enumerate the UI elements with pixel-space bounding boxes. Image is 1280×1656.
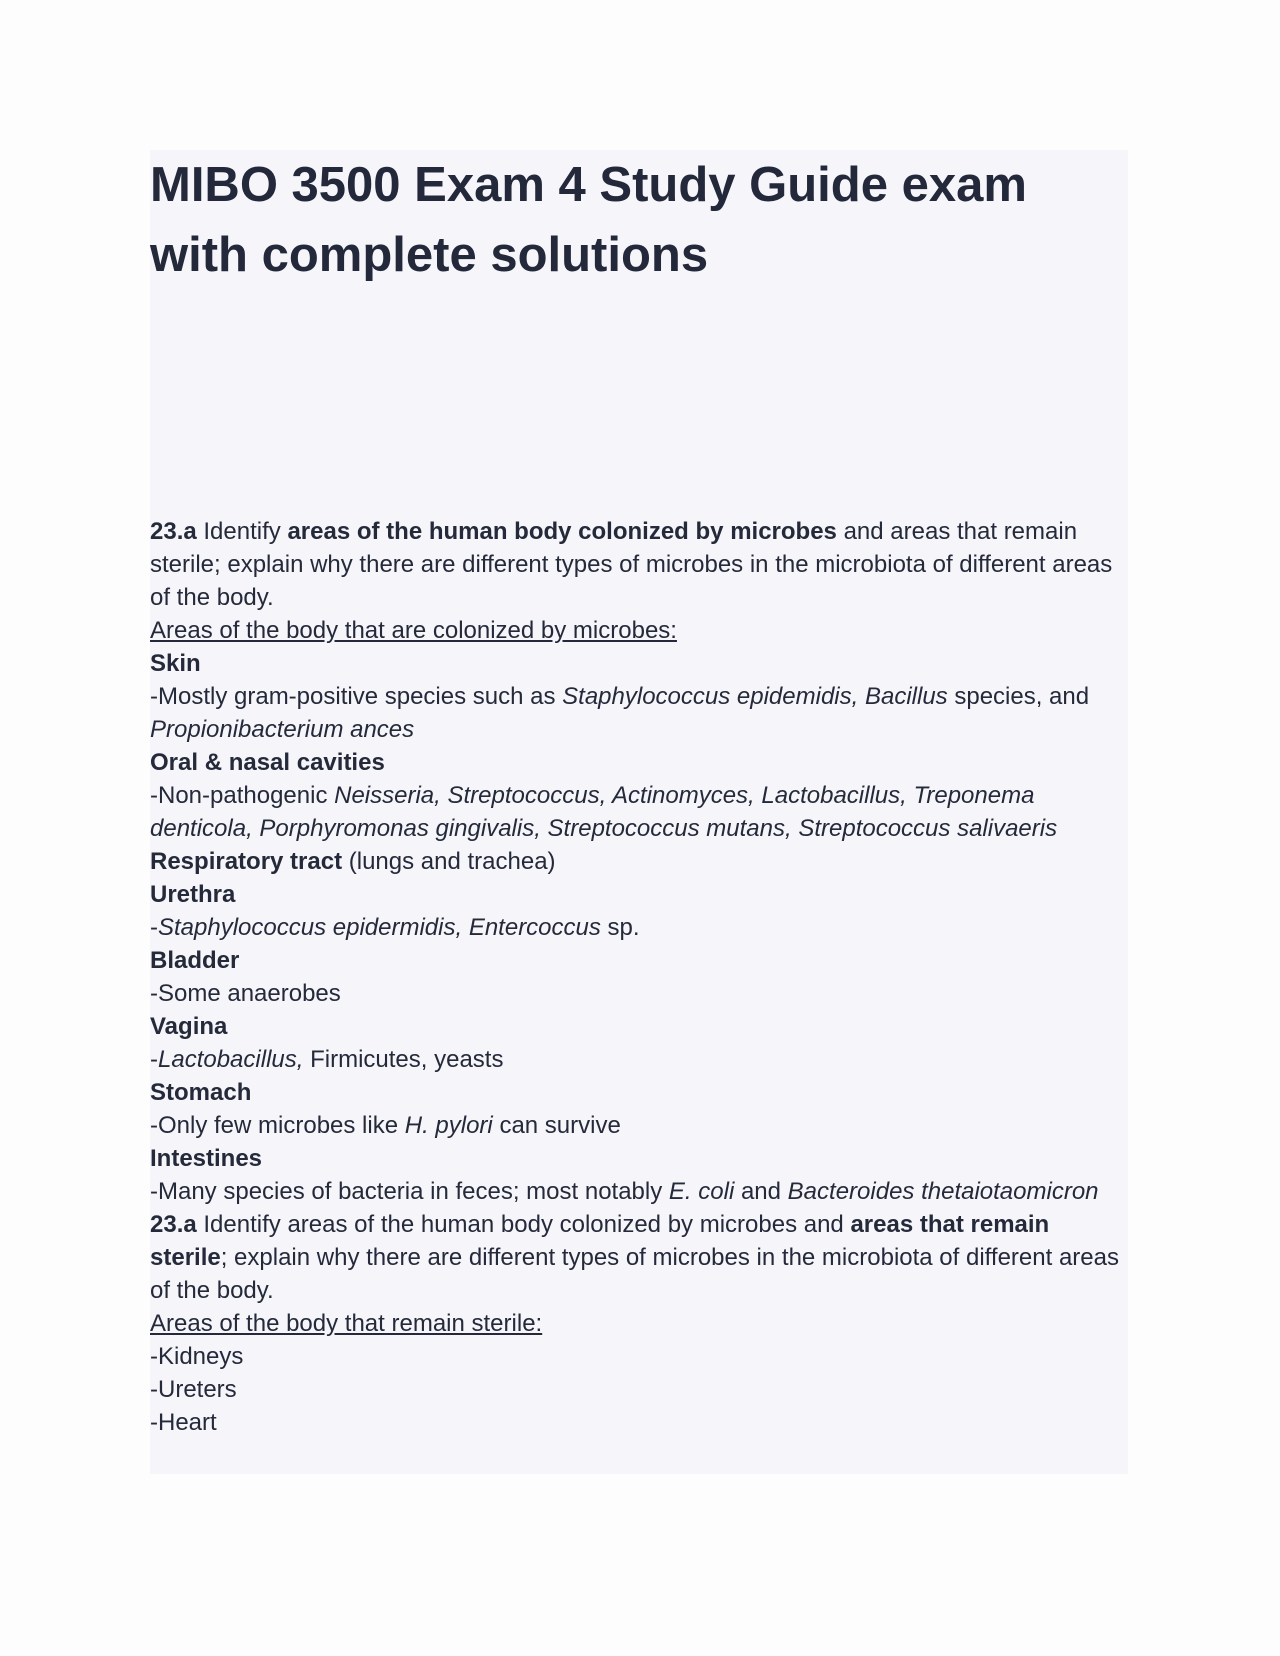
list-item: -Ureters	[150, 1376, 237, 1403]
document-body	[150, 515, 1128, 1439]
question-number: 23.a	[150, 518, 197, 545]
question-text: Identify	[203, 518, 281, 545]
intestines-description: -Many species of bacteria in feces; most notably E. coli and Bacteroides thetaiotaomicron	[150, 1178, 1099, 1205]
section-label-skin: Skin	[150, 650, 201, 677]
question-paragraph: 23.a Identify areas of the human body colonized by microbes and areas that remain sterile; explain why there are different types of microbes in the microbiota of different areas of the body.	[150, 1211, 1119, 1304]
section-label-stomach: Stomach	[150, 1079, 252, 1106]
section-label-intestines: Intestines	[150, 1145, 263, 1172]
list-item: -Kidneys	[150, 1343, 244, 1370]
stomach-description: -Only few microbes like H. pylori can survive	[150, 1112, 621, 1139]
urethra-description: -Staphylococcus epidermidis, Entercoccus sp.	[150, 914, 640, 941]
section-label-urethra: Urethra	[150, 881, 236, 908]
colonized-heading: Areas of the body that are colonized by microbes:	[150, 617, 677, 644]
oral-description: -Non-pathogenic Neisseria, Streptococcus, Actinomyces, Lactobacillus, Treponema denticola, Porphyromonas gingivalis, Streptococcus mutans, Streptococcus salivaeris	[150, 782, 1058, 842]
section-label-vagina: Vagina	[150, 1013, 228, 1040]
section-label-oral: Oral & nasal cavities	[150, 749, 385, 776]
section-label-bladder: Bladder	[150, 947, 240, 974]
question-emphasis: areas of the human body colonized by microbes	[287, 518, 837, 545]
document-page	[150, 150, 1128, 1474]
question-paragraph	[150, 515, 1128, 614]
question-text: and areas that remain sterile; explain why there are different types of microbes in the microbiota of different areas of the body.	[150, 518, 1113, 611]
bladder-description: -Some anaerobes	[150, 980, 341, 1007]
section-label-respiratory: Respiratory tract (lungs and trachea)	[150, 848, 556, 875]
list-item: -Heart	[150, 1409, 217, 1436]
document-title: MIBO 3500 Exam 4 Study Guide exam with complete solutions	[150, 158, 1027, 282]
vagina-description: -Lactobacillus, Firmicutes, yeasts	[150, 1046, 504, 1073]
sterile-heading: Areas of the body that remain sterile:	[150, 1310, 543, 1337]
skin-description: -Mostly gram-positive species such as Staphylococcus epidemidis, Bacillus species, and Propionibacterium ances	[150, 683, 1090, 743]
